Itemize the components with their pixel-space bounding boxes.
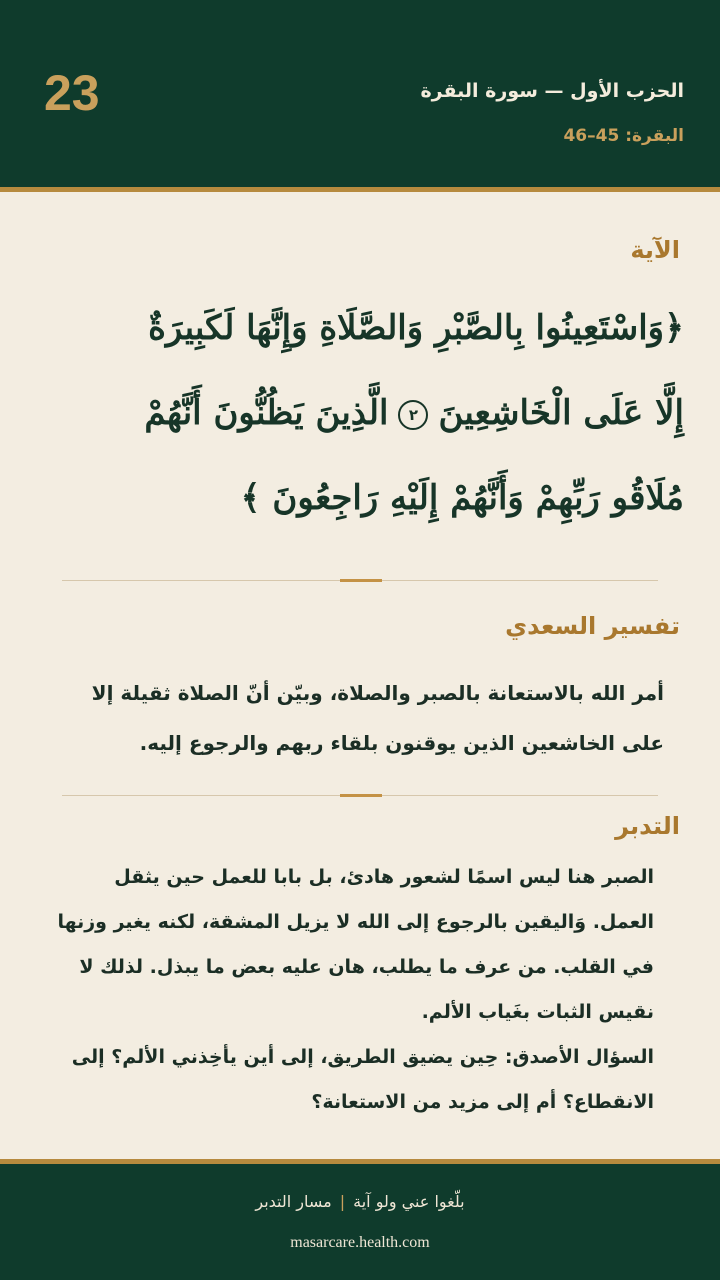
tadabbur-question: السؤال الأصدق: حِين يضيق الطريق، إلى أين يأخِذني الألم؟ إلى الانقطاع؟ أم إلى مزيد من الاستعانة؟ xyxy=(71,1046,654,1113)
tadabbur-text xyxy=(48,855,654,1125)
close-bracket: ﴾ xyxy=(240,478,261,518)
hizb-surah-title: الحزب الأول — سورة البقرة xyxy=(420,80,684,102)
tadabbur-paragraph: الصبر هنا ليس اسمًا لشعور هادئ، بل بابا للعمل حين يثقل العمل. وَاليقين بالرجوع إلى الله لا يزيل المشقة، لكنه يغير وزنها في القلب. من عرف ما يطلب، هان عليه بعض ما يبذل. لذلك لا نقيس الثبات بغَياب الألم. xyxy=(57,866,654,1023)
section-divider xyxy=(62,795,658,796)
footer-motto: بلّغوا عني ولو آية xyxy=(353,1192,465,1211)
ayah-line-3-text: مُلَاقُو رَبِّهِمْ وَأَنَّهُمْ إِلَيْهِ رَاجِعُونَ xyxy=(272,478,684,518)
divider-accent xyxy=(340,794,382,797)
ayah-line-2b-text: الَّذِينَ يَظُنُّونَ أَنَّهُمْ xyxy=(144,393,389,433)
divider-accent xyxy=(340,579,382,582)
ayah-text xyxy=(36,286,684,541)
tadabbur-section-label: التدبر xyxy=(615,812,680,840)
footer-tagline xyxy=(0,1192,720,1211)
ayah-number-marker: ٢ xyxy=(398,400,428,430)
ayah-line-2 xyxy=(36,371,684,456)
header-bar xyxy=(0,0,720,192)
footer-bar xyxy=(0,1159,720,1280)
footer-brand: مسار التدبر xyxy=(255,1192,332,1211)
ayah-line-2a-text: إِلَّا عَلَى الْخَاشِعِينَ xyxy=(438,393,684,433)
tafsir-text: أمر الله بالاستعانة بالصبر والصلاة، وبيّن أنّ الصلاة ثقيلة إلا على الخاشعين الذين يوقنون بلقاء ربهم والرجوع إليه. xyxy=(91,681,664,755)
ayah-line-1-text: وَاسْتَعِينُوا بِالصَّبْرِ وَالصَّلَاةِ وَإِنَّهَا لَكَبِيرَةٌ xyxy=(148,308,665,348)
section-divider xyxy=(62,580,658,581)
ayah-line-1 xyxy=(36,286,684,371)
ayah-line-3 xyxy=(36,456,684,541)
ayah-reference: البقرة: 45–46 xyxy=(563,126,684,146)
footer-separator: | xyxy=(339,1192,346,1211)
ayah-section-label: الآية xyxy=(630,236,680,264)
page-number: 23 xyxy=(44,65,100,121)
footer-url[interactable]: masarcare.health.com xyxy=(290,1234,430,1251)
open-bracket: ﴿ xyxy=(664,308,684,348)
tafsir-section-label: تفسير السعدي xyxy=(505,612,680,640)
